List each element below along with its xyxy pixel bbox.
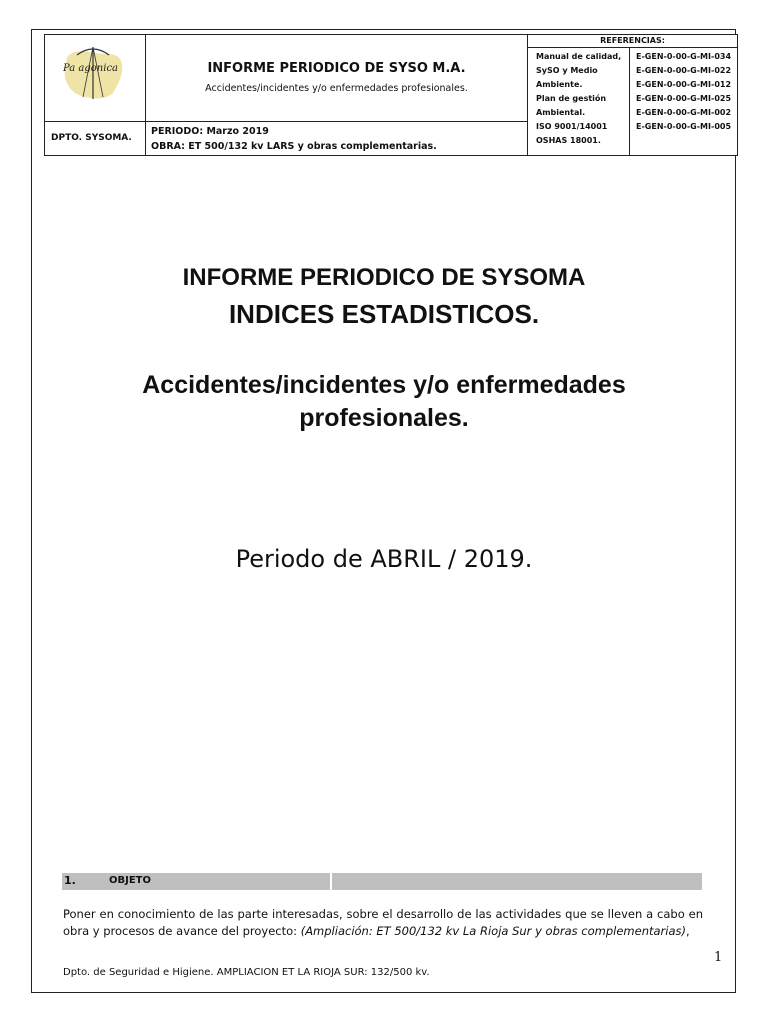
periodo-label: PERIODO: Marzo 2019	[151, 126, 269, 137]
ref-code: E-GEN-0-00-G-MI-002	[636, 108, 732, 117]
ref-name: Plan de gestión	[536, 94, 607, 103]
section-heading-divider	[330, 873, 332, 890]
section-body	[63, 906, 703, 940]
ref-code: E-GEN-0-00-G-MI-012	[636, 80, 732, 89]
section-body-italic: (Ampliación: ET 500/132 kv La Rioja Sur y obras complementarias)	[300, 924, 686, 938]
ref-name: Ambiente.	[536, 80, 583, 89]
page-footer: Dpto. de Seguridad e Higiene. AMPLIACION ET LA RIOJA SUR: 132/500 kv.	[63, 967, 430, 978]
section-heading-bar	[62, 873, 702, 890]
ref-name: ISO 9001/14001	[536, 122, 608, 131]
ref-code: E-GEN-0-00-G-MI-022	[636, 66, 732, 75]
ref-code: E-GEN-0-00-G-MI-005	[636, 122, 732, 131]
header-title: INFORME PERIODICO DE SYSO M.A.	[207, 61, 466, 76]
logo-text: Pa agonica	[63, 63, 119, 74]
referencias-header: REFERENCIAS:	[527, 34, 738, 48]
page-border	[31, 29, 736, 993]
page-number: 1	[714, 950, 723, 965]
section-body-end: ,	[686, 924, 690, 938]
header-subtitle: Accidentes/incidentes y/o enfermedades profesionales.	[205, 83, 468, 94]
logo-cell	[44, 34, 146, 122]
periodo-cell	[145, 121, 528, 156]
section-title: OBJETO	[109, 875, 151, 886]
ref-code: E-GEN-0-00-G-MI-025	[636, 94, 732, 103]
ref-name: OSHAS 18001.	[536, 136, 601, 145]
cover-periodo: Periodo de ABRIL / 2019.	[235, 545, 533, 573]
cover-title-line1: INFORME PERIODICO DE SYSOMA	[182, 264, 586, 291]
ref-name: SySO y Medio	[536, 66, 598, 75]
dpto-cell: DPTO. SYSOMA.	[44, 121, 146, 156]
section-number: 1.	[64, 874, 76, 887]
obra-label: OBRA: ET 500/132 kv LARS y obras complementarias.	[151, 141, 437, 152]
ref-name: Manual de calidad,	[536, 52, 622, 61]
ref-name: Ambiental.	[536, 108, 586, 117]
cover-title-line3: Accidentes/incidentes y/o enfermedades profesionales.	[142, 371, 626, 432]
section-body-plain: Poner en conocimiento de las parte interesadas, sobre el desarrollo de las actividades que se lleven a cabo en obra y procesos de avance del proyecto:	[63, 907, 703, 938]
referencias-codes	[629, 47, 738, 156]
cover-title-line2: INDICES ESTADISTICOS.	[228, 299, 540, 329]
header-title-cell	[145, 34, 528, 122]
ref-code: E-GEN-0-00-G-MI-034	[636, 52, 732, 61]
referencias-names	[527, 47, 630, 156]
